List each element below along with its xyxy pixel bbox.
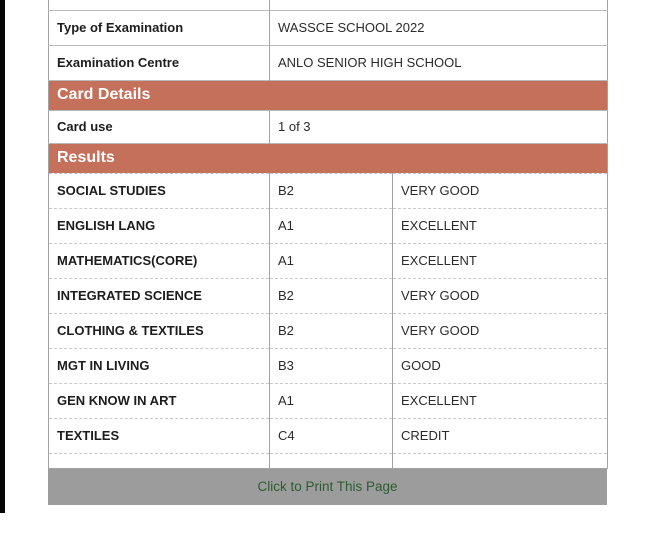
exam-centre-label: Examination Centre [49,45,270,80]
grade-cell: A1 [270,383,393,418]
results-heading: Results [49,143,608,173]
table-row-empty [49,453,608,468]
subject-cell: INTEGRATED SCIENCE [49,278,270,313]
table-row-result [49,418,608,453]
remark-cell: EXCELLENT [393,208,608,243]
remark-cell: CREDIT [393,418,608,453]
table-row-card-use [49,110,608,143]
card-use-label: Card use [49,110,270,143]
table-row-exam-centre [49,45,608,80]
remark-cell: EXCELLENT [393,383,608,418]
section-header-card-details [49,80,608,110]
grade-cell: A1 [270,208,393,243]
grade-cell: B2 [270,173,393,208]
subject-cell: GEN KNOW IN ART [49,383,270,418]
remark-cell: VERY GOOD [393,313,608,348]
exam-results-card [48,0,607,505]
table-row-exam-type [49,10,608,45]
screen-edge-strip [0,0,5,513]
subject-cell: TEXTILES [49,418,270,453]
cutoff-cell [49,0,270,10]
table-row-result [49,313,608,348]
cutoff-cell [270,0,608,10]
empty-cell [49,453,270,468]
subject-cell: MATHEMATICS(CORE) [49,243,270,278]
grade-cell: B3 [270,348,393,383]
grade-cell: B2 [270,313,393,348]
exam-type-label: Type of Examination [49,10,270,45]
subject-cell: ENGLISH LANG [49,208,270,243]
table-row-result [49,173,608,208]
table-row-result [49,348,608,383]
remark-cell: EXCELLENT [393,243,608,278]
remark-cell: GOOD [393,348,608,383]
table-row-cutoff [49,0,608,10]
table-row-result [49,278,608,313]
results-table [48,0,608,469]
table-row-result [49,208,608,243]
grade-cell: C4 [270,418,393,453]
grade-cell: A1 [270,243,393,278]
empty-cell [270,453,393,468]
table-row-result [49,243,608,278]
print-page-button[interactable] [48,469,607,505]
table-row-result [49,383,608,418]
section-header-results [49,143,608,173]
subject-cell: MGT IN LIVING [49,348,270,383]
exam-centre-value: ANLO SENIOR HIGH SCHOOL [270,45,608,80]
grade-cell: B2 [270,278,393,313]
subject-cell: CLOTHING & TEXTILES [49,313,270,348]
subject-cell: SOCIAL STUDIES [49,173,270,208]
exam-type-value: WASSCE SCHOOL 2022 [270,10,608,45]
card-use-value: 1 of 3 [270,110,608,143]
empty-cell [393,453,608,468]
print-page-label: Click to Print This Page [257,479,398,494]
remark-cell: VERY GOOD [393,173,608,208]
remark-cell: VERY GOOD [393,278,608,313]
card-details-heading: Card Details [49,80,608,110]
